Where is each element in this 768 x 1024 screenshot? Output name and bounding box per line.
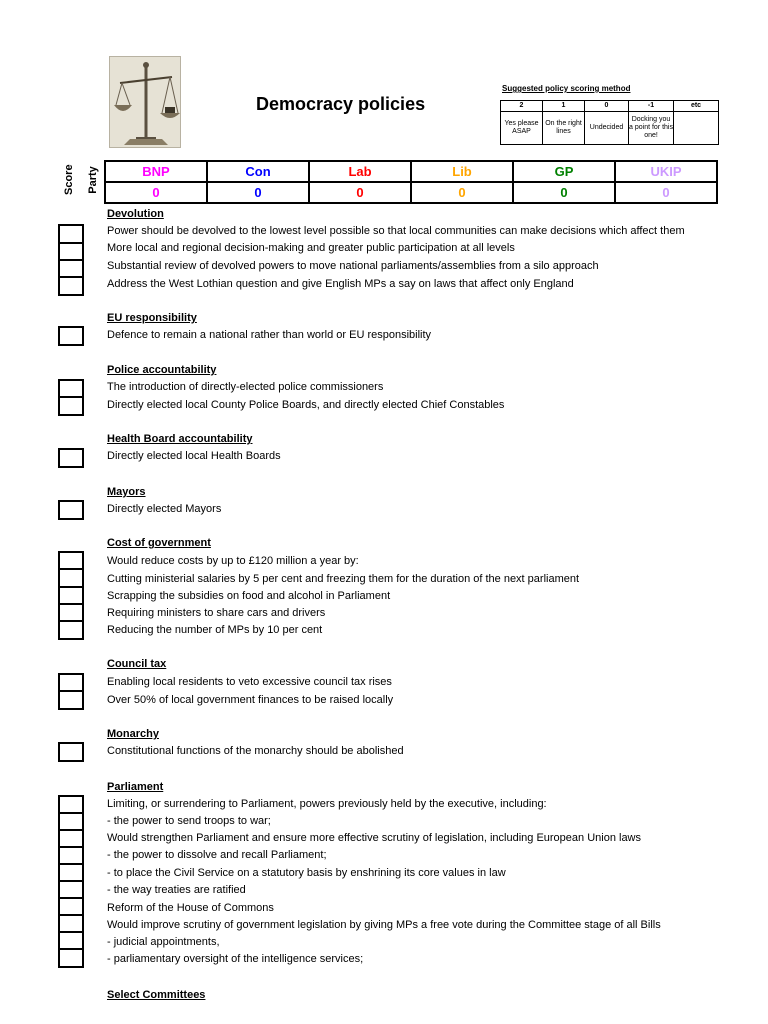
policy-item: Limiting, or surrendering to Parliament, powers previously held by the executive, including: bbox=[107, 798, 547, 810]
policy-item: Directly elected local County Police Boards, and directly elected Chief Constables bbox=[107, 399, 505, 411]
scoring-description bbox=[674, 112, 719, 145]
party-score-lab: 0 bbox=[309, 182, 411, 203]
policy-item: - the way treaties are ratified bbox=[107, 884, 246, 896]
section-title-council-tax: Council tax bbox=[107, 658, 167, 670]
policy-item: The introduction of directly-elected police commissioners bbox=[107, 381, 384, 393]
policy-item: - the power to send troops to war; bbox=[107, 815, 271, 827]
section-title-select-committees: Select Committees bbox=[107, 989, 206, 1001]
party-name-ukip: UKIP bbox=[615, 161, 717, 182]
party-name-gp: GP bbox=[513, 161, 615, 182]
party-score-gp: 0 bbox=[513, 182, 615, 203]
policy-item: Directly elected Mayors bbox=[107, 503, 222, 515]
section-title-devolution: Devolution bbox=[107, 208, 164, 220]
section-title-monarchy: Monarchy bbox=[107, 728, 159, 740]
party-score-ukip: 0 bbox=[615, 182, 717, 203]
policy-item: More local and regional decision-making and greater public participation at all levels bbox=[107, 242, 515, 254]
score-box[interactable] bbox=[58, 690, 84, 710]
scoring-value: 2 bbox=[501, 101, 543, 112]
scoring-value: -1 bbox=[629, 101, 674, 112]
score-box[interactable] bbox=[58, 396, 84, 416]
policy-item: Would strengthen Parliament and ensure more effective scrutiny of legislation, including European Union laws bbox=[107, 832, 642, 844]
party-side-label: Party bbox=[87, 166, 99, 194]
policy-item: Scrapping the subsidies on food and alcohol in Parliament bbox=[107, 590, 391, 602]
party-score-table bbox=[104, 160, 718, 204]
score-box[interactable] bbox=[58, 948, 84, 968]
party-score-lib: 0 bbox=[411, 182, 513, 203]
policy-item: Cutting ministerial salaries by 5 per cent and freezing them for the duration of the next parliament bbox=[107, 573, 580, 585]
party-name-con: Con bbox=[207, 161, 309, 182]
policy-item: Enabling local residents to veto excessive council tax rises bbox=[107, 676, 392, 688]
score-box[interactable] bbox=[58, 742, 84, 762]
policy-item: - to place the Civil Service on a statutory basis by enshrining its core values in law bbox=[107, 867, 506, 879]
section-title-parliament: Parliament bbox=[107, 781, 164, 793]
section-title-mayors: Mayors bbox=[107, 486, 146, 498]
policy-item: Directly elected local Health Boards bbox=[107, 450, 281, 462]
scoring-value: etc bbox=[674, 101, 719, 112]
policy-item: Power should be devolved to the lowest level possible so that local communities can make decisions which affect them bbox=[107, 225, 685, 237]
party-score-con: 0 bbox=[207, 182, 309, 203]
score-box[interactable] bbox=[58, 276, 84, 296]
party-name-lib: Lib bbox=[411, 161, 513, 182]
policy-item: Would improve scrutiny of government legislation by giving MPs a free vote during the Committee stage of all Bills bbox=[107, 919, 661, 931]
section-title-police-accountability: Police accountability bbox=[107, 364, 217, 376]
policy-item: Over 50% of local government finances to be raised locally bbox=[107, 694, 394, 706]
scoring-description: Undecided bbox=[585, 112, 629, 145]
policy-item: Address the West Lothian question and give English MPs a say on laws that affect only England bbox=[107, 278, 574, 290]
policy-item: - parliamentary oversight of the intelligence services; bbox=[107, 953, 364, 965]
section-title-health-board-accountability: Health Board accountability bbox=[107, 433, 253, 445]
scoring-value: 0 bbox=[585, 101, 629, 112]
scoring-description: Yes please ASAP bbox=[501, 112, 543, 145]
score-box[interactable] bbox=[58, 568, 84, 588]
party-score-bnp: 0 bbox=[105, 182, 207, 203]
scoring-description: Docking you a point for this one! bbox=[629, 112, 674, 145]
score-box[interactable] bbox=[58, 326, 84, 346]
policy-item: Defence to remain a national rather than world or EU responsibility bbox=[107, 329, 432, 341]
section-title-cost-of-government: Cost of government bbox=[107, 537, 211, 549]
policy-item: Reducing the number of MPs by 10 per cent bbox=[107, 624, 323, 636]
scoring-description: On the right lines bbox=[543, 112, 585, 145]
policy-item: Substantial review of devolved powers to move national parliaments/assemblies from a silo approach bbox=[107, 260, 599, 272]
page-title: Democracy policies bbox=[256, 94, 426, 114]
policy-item: Requiring ministers to share cars and drivers bbox=[107, 607, 326, 619]
policy-item: - the power to dissolve and recall Parliament; bbox=[107, 849, 327, 861]
policy-item: Constitutional functions of the monarchy should be abolished bbox=[107, 745, 404, 757]
score-side-label: Score bbox=[63, 164, 75, 195]
policy-item: Would reduce costs by up to £120 million a year by: bbox=[107, 555, 359, 567]
party-name-bnp: BNP bbox=[105, 161, 207, 182]
policy-item: Reform of the House of Commons bbox=[107, 902, 274, 914]
scoring-value: 1 bbox=[543, 101, 585, 112]
score-box[interactable] bbox=[58, 224, 84, 244]
score-box[interactable] bbox=[58, 620, 84, 640]
scales-of-justice-logo bbox=[109, 56, 181, 148]
scoring-method-label: Suggested policy scoring method bbox=[502, 84, 631, 93]
section-title-eu-responsibility: EU responsibility bbox=[107, 312, 197, 324]
scoring-method-table bbox=[500, 100, 719, 145]
policy-item: - judicial appointments, bbox=[107, 936, 220, 948]
party-name-lab: Lab bbox=[309, 161, 411, 182]
score-box[interactable] bbox=[58, 448, 84, 468]
score-box[interactable] bbox=[58, 500, 84, 520]
